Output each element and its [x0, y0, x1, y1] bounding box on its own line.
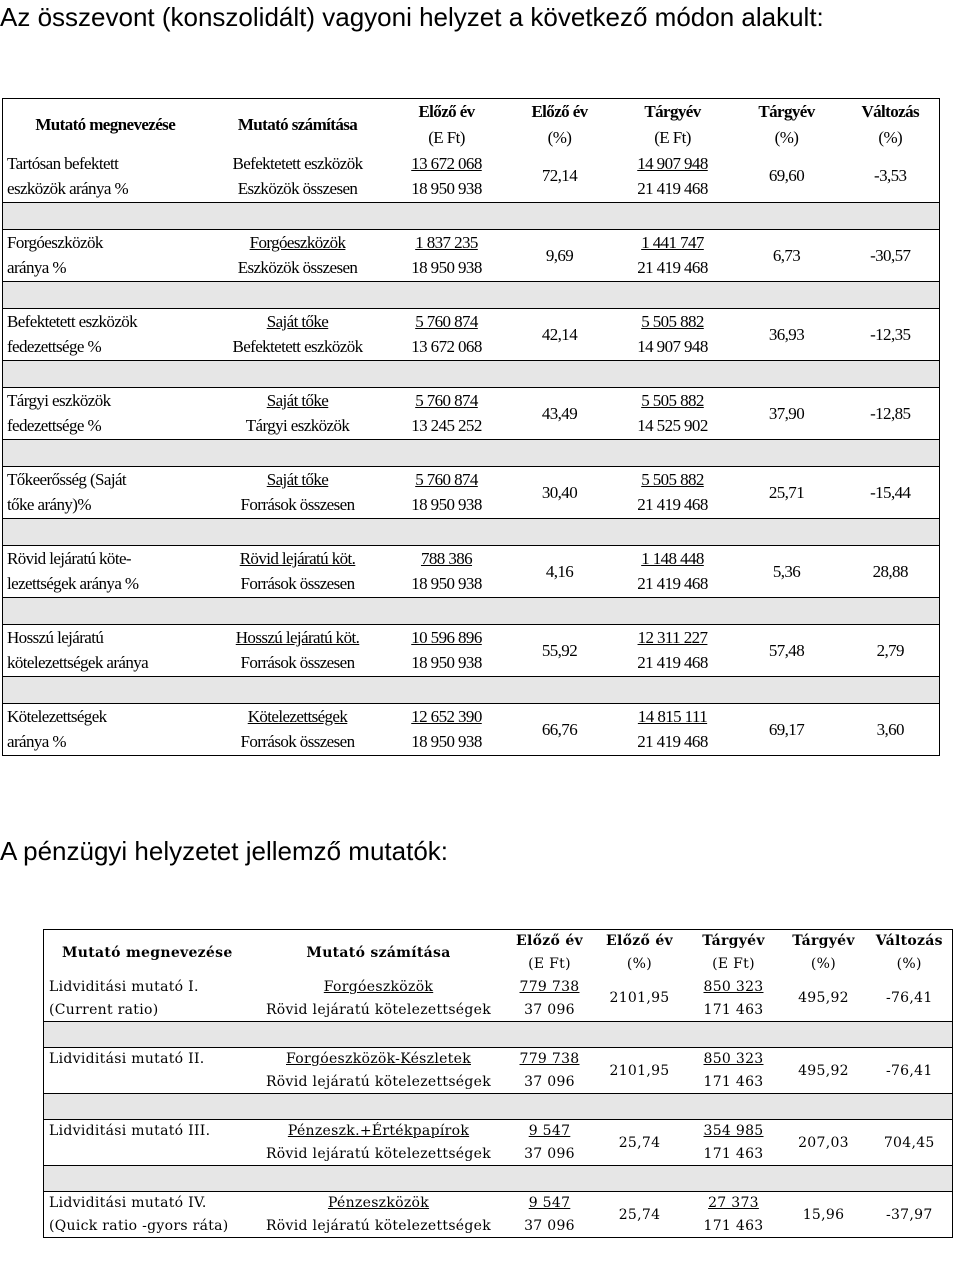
separator-cell [44, 1094, 953, 1120]
row-prev-pct: 25,74 [618, 1134, 661, 1151]
row-calc-numerator [251, 1120, 507, 1143]
table-header-row [44, 930, 953, 953]
separator-row [44, 1166, 953, 1192]
row-cur-pct: 5,36 [772, 561, 801, 581]
row-prev-numerator [388, 388, 506, 414]
header-cur-pct: Tárgyév [792, 933, 855, 950]
row-prev-numerator [388, 546, 506, 572]
header-prev-pct-unit: (%) [547, 127, 572, 147]
row-change: 3,60 [876, 719, 904, 739]
row-prev-pct: 66,76 [541, 719, 578, 739]
header-prev-eft: Előző év [418, 101, 475, 121]
row-cur-denominator: 171 463 [703, 1073, 764, 1090]
row-cur-numerator-text: 354 985 [703, 1123, 764, 1140]
row-change: -76,41 [885, 1062, 933, 1079]
row-name-line1: Tartósan befektett [7, 153, 119, 173]
row-prev-pct: 2101,95 [609, 1062, 670, 1079]
row-cur-numerator-text: 1 441 747 [641, 232, 704, 252]
row-prev-pct: 4,16 [545, 561, 574, 581]
row-prev-numerator [507, 1048, 593, 1071]
table-row [44, 1120, 953, 1143]
table-row [44, 976, 953, 999]
header-cur-eft-unit: (E Ft) [712, 956, 755, 972]
table-row [3, 467, 940, 493]
separator-row [3, 282, 940, 309]
penzugyi-mutatok-table [43, 929, 953, 1238]
row-prev-numerator [507, 1192, 593, 1215]
header-cur-eft: Tárgyév [644, 101, 701, 121]
row-prev-numerator-text: 9 547 [528, 1195, 571, 1212]
row-cur-numerator-text: 27 373 [708, 1195, 759, 1212]
header-prev-eft: Előző év [516, 933, 583, 950]
header-change-unit: (%) [878, 127, 903, 147]
row-cur-denominator: 21 419 468 [637, 574, 708, 594]
row-calc-numerator-text: Pénzeszk.+Értékpapírok [287, 1123, 470, 1140]
row-name-line2: fedezettsége % [7, 416, 102, 436]
header-change: Változás [875, 933, 943, 950]
header-prev-pct: Előző év [531, 101, 588, 121]
table-row [44, 1192, 953, 1215]
row-name-line2: fedezettsége % [7, 337, 102, 357]
separator-cell [3, 440, 940, 467]
separator-cell [3, 282, 940, 309]
row-change: 704,45 [883, 1134, 935, 1151]
row-cur-denominator: 14 907 948 [637, 337, 708, 357]
header-cur-eft-unit: (E Ft) [654, 127, 691, 147]
row-prev-pct: 9,69 [545, 245, 574, 265]
row-cur-numerator [687, 1048, 781, 1071]
row-change: -30,57 [870, 245, 911, 265]
row-prev-numerator [388, 230, 506, 256]
heading-vagyoni-helyzet: Az összevont (konszolidált) vagyoni helyzet a következő módon alakult: [0, 2, 824, 32]
row-prev-numerator-text: 10 596 896 [411, 627, 482, 647]
row-calc-denominator: Eszközök összesen [237, 179, 358, 199]
row-cur-pct: 6,73 [772, 245, 801, 265]
row-prev-numerator [388, 704, 506, 730]
row-prev-numerator [507, 976, 593, 999]
row-cur-denominator: 14 525 902 [637, 416, 708, 436]
row-calc-numerator-text: Forgóeszközök [323, 979, 434, 995]
row-cur-numerator [614, 309, 732, 335]
row-cur-numerator-text: 850 323 [703, 1051, 764, 1068]
row-change: -76,41 [885, 990, 933, 1007]
row-calc-numerator [251, 1192, 507, 1215]
row-prev-numerator [388, 625, 506, 651]
row-calc-numerator [208, 704, 388, 730]
separator-cell [3, 677, 940, 704]
row-cur-denominator: 21 419 468 [637, 258, 708, 278]
row-name-line1: Tőkeerősség (Saját [7, 469, 127, 489]
separator-cell [44, 1166, 953, 1192]
row-change: 28,88 [872, 561, 908, 581]
row-name-line1: Forgóeszközök [7, 232, 103, 252]
table-row [3, 151, 940, 177]
row-calc-numerator [208, 230, 388, 256]
row-cur-numerator-text: 850 323 [703, 979, 764, 995]
row-calc-numerator [208, 625, 388, 651]
row-prev-pct: 72,14 [541, 166, 578, 186]
row-cur-numerator [614, 704, 732, 730]
row-calc-numerator [208, 467, 388, 493]
separator-row [3, 677, 940, 704]
row-cur-denominator: 171 463 [703, 1217, 764, 1234]
row-cur-numerator-text: 5 505 882 [641, 469, 704, 489]
row-prev-pct: 25,74 [618, 1206, 661, 1223]
row-calc-numerator-text: Saját tőke [266, 469, 329, 489]
header-cur-pct-unit: (%) [774, 127, 799, 147]
row-prev-pct: 30,40 [541, 482, 578, 502]
header-cur-pct: Tárgyév [758, 101, 815, 121]
separator-cell [3, 361, 940, 388]
header-prev-eft-unit: (E Ft) [428, 127, 465, 147]
row-change: 2,79 [876, 640, 904, 660]
row-prev-numerator-text: 5 760 874 [415, 390, 478, 410]
row-cur-numerator-text: 1 148 448 [641, 548, 704, 568]
header-name: Mutató megnevezése [35, 114, 176, 134]
separator-row [3, 598, 940, 625]
row-prev-numerator-text: 1 837 235 [415, 232, 478, 252]
separator-cell [3, 598, 940, 625]
header-prev-eft-unit: (E Ft) [528, 956, 571, 972]
row-calc-denominator: Tárgyi eszközök [245, 416, 350, 436]
row-calc-numerator-text: Rövid lejáratú köt. [239, 548, 356, 568]
separator-row [44, 1022, 953, 1048]
header-calc: Mutató számítása [237, 114, 358, 134]
row-cur-denominator: 21 419 468 [637, 732, 708, 752]
row-prev-pct: 43,49 [541, 403, 578, 423]
header-prev-pct: Előző év [606, 933, 673, 950]
row-calc-numerator [251, 976, 507, 999]
row-cur-numerator [687, 1120, 781, 1143]
row-prev-pct: 2101,95 [609, 990, 670, 1007]
row-cur-numerator-text: 12 311 227 [637, 627, 708, 647]
row-cur-numerator-text: 5 505 882 [641, 390, 704, 410]
row-name-line2: tőke arány)% [7, 495, 91, 515]
header-change: Változás [861, 101, 920, 121]
row-calc-numerator-text: Pénzeszközök [327, 1195, 430, 1212]
row-name-line1: Lidviditási mutató I. [49, 979, 199, 995]
row-prev-numerator [507, 1120, 593, 1143]
table-row [3, 309, 940, 335]
row-name-line1: Lidviditási mutató IV. [49, 1195, 207, 1212]
separator-cell [3, 519, 940, 546]
row-cur-denominator: 21 419 468 [637, 179, 708, 199]
row-prev-numerator [388, 467, 506, 493]
row-calc-numerator [208, 546, 388, 572]
row-cur-numerator-text: 14 907 948 [637, 153, 708, 173]
row-prev-pct: 42,14 [541, 324, 578, 344]
row-prev-denominator: 18 950 938 [411, 574, 482, 594]
row-calc-numerator: Befektetett eszközök [232, 153, 363, 173]
row-name-line1: Lidviditási mutató II. [49, 1051, 205, 1068]
row-cur-pct: 37,90 [768, 403, 805, 423]
row-name-line2: (Current ratio) [49, 1001, 159, 1018]
row-prev-numerator-text: 9 547 [528, 1123, 571, 1140]
table-row [3, 546, 940, 572]
row-change: -12,85 [870, 403, 911, 423]
row-prev-denominator: 13 245 252 [411, 416, 482, 436]
row-cur-denominator: 171 463 [703, 1145, 764, 1162]
row-cur-numerator-text: 5 505 882 [641, 311, 704, 331]
row-name-line2 [44, 1143, 251, 1166]
row-cur-denominator: 171 463 [703, 1001, 764, 1018]
row-cur-pct: 25,71 [768, 482, 805, 502]
row-cur-numerator [614, 151, 732, 177]
row-cur-pct: 207,03 [798, 1134, 849, 1151]
row-cur-denominator: 21 419 468 [637, 495, 708, 515]
row-cur-numerator-text: 14 815 111 [637, 706, 708, 726]
table-header-row [3, 99, 940, 125]
row-prev-numerator-text: 5 760 874 [415, 311, 478, 331]
table-row [3, 388, 940, 414]
header-name: Mutató megnevezése [61, 944, 233, 961]
row-prev-numerator-text: 5 760 874 [415, 469, 478, 489]
separator-row [3, 519, 940, 546]
row-cur-numerator [614, 625, 732, 651]
separator-row [3, 361, 940, 388]
row-name-line2: eszközök aránya % [7, 179, 129, 199]
row-name-line1: Tárgyi eszközök [7, 390, 111, 410]
row-name-line1: Befektetett eszközök [7, 311, 138, 331]
row-name-line2: (Quick ratio -gyors ráta) [49, 1217, 229, 1234]
row-calc-numerator [208, 388, 388, 414]
separator-row [44, 1094, 953, 1120]
header-cur-eft: Tárgyév [702, 933, 765, 950]
header-prev-pct-unit: (%) [626, 956, 653, 972]
table-row [3, 625, 940, 651]
row-name-line2 [44, 1071, 251, 1094]
heading-penzugyi-mutatok: A pénzügyi helyzetet jellemző mutatók: [0, 836, 449, 866]
row-prev-denominator: 18 950 938 [411, 732, 482, 752]
row-calc-denominator: Források összesen [240, 732, 355, 752]
row-calc-numerator-text: Kötelezettségek [247, 706, 348, 726]
row-prev-numerator-text: 12 652 390 [411, 706, 482, 726]
row-change: -12,35 [870, 324, 911, 344]
row-change: -3,53 [874, 166, 907, 186]
row-prev-numerator [388, 309, 506, 335]
separator-cell [3, 203, 940, 230]
row-prev-denominator: 18 950 938 [411, 179, 482, 199]
separator-row [3, 440, 940, 467]
row-cur-pct: 36,93 [768, 324, 805, 344]
row-prev-numerator-text: 779 738 [519, 1051, 580, 1068]
row-prev-numerator-text: 13 672 068 [411, 153, 482, 173]
header-calc: Mutató számítása [306, 944, 451, 961]
table-row [44, 1048, 953, 1071]
row-prev-pct: 55,92 [541, 640, 578, 660]
row-prev-numerator-text: 779 738 [519, 979, 580, 995]
row-cur-pct: 495,92 [798, 1062, 849, 1079]
separator-cell [44, 1022, 953, 1048]
row-prev-denominator: 13 672 068 [411, 337, 482, 357]
row-name-line1: Kötelezettségek [7, 706, 107, 726]
row-prev-denominator: 18 950 938 [411, 495, 482, 515]
row-cur-pct: 495,92 [798, 990, 849, 1007]
row-calc-denominator: Rövid lejáratú kötelezettségek [265, 1073, 492, 1090]
row-calc-denominator: Eszközök összesen [237, 258, 358, 278]
row-calc-denominator: Befektetett eszközök [232, 337, 363, 357]
row-calc-denominator: Rövid lejáratú kötelezettségek [265, 1217, 492, 1234]
row-prev-denominator: 37 096 [524, 1073, 575, 1090]
row-cur-numerator [614, 388, 732, 414]
row-prev-denominator: 37 096 [524, 1001, 575, 1018]
table-row [3, 230, 940, 256]
row-calc-denominator: Források összesen [240, 653, 355, 673]
row-calc-numerator [251, 1048, 507, 1071]
vagyoni-helyzet-table [2, 98, 940, 756]
row-change: -37,97 [885, 1206, 933, 1223]
row-prev-denominator: 18 950 938 [411, 653, 482, 673]
row-calc-numerator-text: Hosszú lejáratú köt. [235, 627, 360, 647]
row-calc-denominator: Források összesen [240, 574, 355, 594]
row-cur-numerator [687, 1192, 781, 1215]
header-cur-pct-unit: (%) [810, 956, 837, 972]
row-prev-denominator: 37 096 [524, 1217, 575, 1234]
row-calc-denominator: Rövid lejáratú kötelezettségek [265, 1145, 492, 1162]
row-prev-denominator: 37 096 [524, 1145, 575, 1162]
row-cur-denominator: 21 419 468 [637, 653, 708, 673]
row-calc-numerator [208, 309, 388, 335]
row-calc-numerator-text: Saját tőke [266, 311, 329, 331]
row-calc-denominator: Rövid lejáratú kötelezettségek [265, 1001, 492, 1018]
row-prev-denominator: 18 950 938 [411, 258, 482, 278]
separator-row [3, 203, 940, 230]
row-cur-numerator [614, 230, 732, 256]
row-cur-numerator [614, 546, 732, 572]
row-cur-pct: 15,96 [802, 1206, 845, 1223]
row-prev-numerator-text: 788 386 [420, 548, 473, 568]
row-name-line2: aránya % [7, 258, 66, 278]
row-cur-pct: 69,17 [768, 719, 805, 739]
row-cur-numerator [614, 467, 732, 493]
row-cur-numerator [687, 976, 781, 999]
header-change-unit: (%) [896, 956, 922, 972]
row-calc-numerator-text: Forgóeszközök-Készletek [286, 1051, 471, 1068]
row-cur-pct: 57,48 [768, 640, 805, 660]
row-cur-pct: 69,60 [768, 166, 805, 186]
table-row [3, 704, 940, 730]
row-calc-denominator: Források összesen [240, 495, 355, 515]
row-prev-numerator [388, 151, 506, 177]
row-name-line1: Rövid lejáratú köte- [7, 548, 131, 568]
row-name-line1: Hosszú lejáratú [7, 627, 104, 647]
row-change: -15,44 [870, 482, 911, 502]
row-calc-numerator-text: Saját tőke [266, 390, 329, 410]
row-calc-numerator-text: Forgóeszközök [249, 232, 346, 252]
row-name-line2: lezettségek aránya % [7, 574, 139, 594]
row-name-line2: kötelezettségek aránya [7, 653, 149, 673]
row-name-line2: aránya % [7, 732, 66, 752]
row-name-line1: Lidviditási mutató III. [49, 1123, 211, 1140]
